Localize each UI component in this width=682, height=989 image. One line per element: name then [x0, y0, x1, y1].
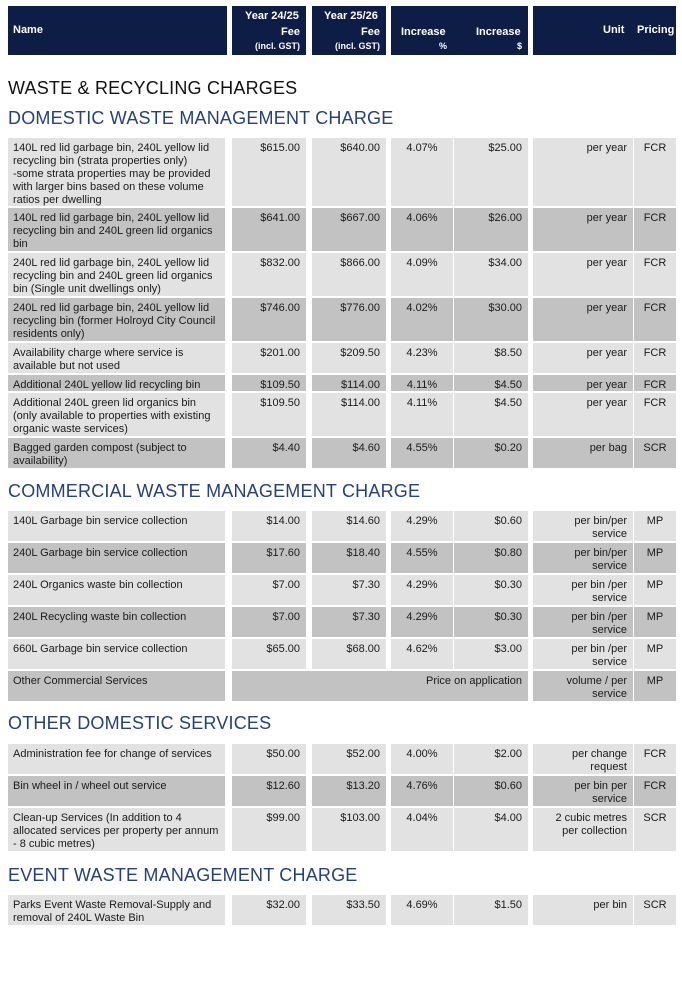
row-unit: per year: [533, 208, 633, 251]
row-fee-2425: $615.00: [232, 138, 306, 206]
row-fee-2526: $776.00: [312, 298, 386, 341]
row-fee-2526: $52.00: [312, 744, 386, 774]
row-fee-2526: $33.50: [312, 895, 386, 925]
row-fee-2425: $12.60: [232, 776, 306, 806]
header-year2-cell: [312, 6, 386, 55]
table-row: [0, 744, 682, 776]
row-increase-dollar: $2.00: [454, 744, 528, 774]
header-year2-title: Year 25/26: [324, 10, 378, 22]
header-year1-gst: (incl. GST): [255, 41, 300, 51]
header-unit-cell: [533, 6, 676, 55]
row-name: 140L red lid garbage bin, 240L yellow lid recycling bin and 240L green lid organics bin: [8, 208, 225, 251]
table-row: [0, 253, 682, 298]
row-pricing: MP: [634, 575, 676, 605]
row-pricing: FCR: [634, 744, 676, 774]
row-name: Additional 240L green lid organics bin (only available to properties with existing organic waste services): [8, 393, 225, 436]
header-increase-pct-unit: %: [439, 41, 448, 51]
row-name: Other Commercial Services: [8, 671, 225, 701]
row-fee-2526: $7.30: [312, 607, 386, 637]
section-title-domestic: DOMESTIC WASTE MANAGEMENT CHARGE: [8, 108, 394, 128]
row-increase-pct: 4.06%: [391, 208, 453, 251]
row-fee-2526: $209.50: [312, 343, 386, 373]
row-fee-2425: $99.00: [232, 808, 306, 851]
row-increase-pct: 4.11%: [391, 375, 453, 391]
row-unit: per year: [533, 253, 633, 296]
row-pricing: FCR: [634, 253, 676, 296]
row-fee-2526: $667.00: [312, 208, 386, 251]
row-increase-pct: 4.55%: [391, 543, 453, 573]
header-year1-title: Year 24/25: [245, 10, 299, 22]
row-increase-dollar: $4.50: [454, 393, 528, 436]
row-unit: per bin: [533, 895, 633, 925]
row-increase-pct: 4.69%: [391, 895, 453, 925]
row-name: 240L Garbage bin service collection: [8, 543, 225, 573]
header-year2-fee: Fee: [361, 26, 380, 38]
row-pricing: FCR: [634, 776, 676, 806]
row-unit: 2 cubic metres per collection: [533, 808, 633, 851]
row-fee-2526: $4.60: [312, 438, 386, 468]
row-name: Administration fee for change of services: [8, 744, 225, 774]
row-increase-pct: 4.04%: [391, 808, 453, 851]
section-title-event: EVENT WASTE MANAGEMENT CHARGE: [8, 865, 358, 885]
row-unit: volume / per service: [533, 671, 633, 701]
row-name: 240L red lid garbage bin, 240L yellow lid recycling bin and 240L green lid organics bin (Single unit dwellings only): [8, 253, 225, 296]
row-pricing: FCR: [634, 343, 676, 373]
table-row: [0, 393, 682, 438]
row-fee-2425: $50.00: [232, 744, 306, 774]
row-unit: per bag: [533, 438, 633, 468]
row-pricing: SCR: [634, 438, 676, 468]
table-row: [0, 298, 682, 343]
row-fee-2425: $746.00: [232, 298, 306, 341]
row-pricing: FCR: [634, 208, 676, 251]
table-row: [0, 343, 682, 375]
row-pricing: SCR: [634, 895, 676, 925]
row-unit: per bin/per service: [533, 543, 633, 573]
row-increase-dollar: $4.00: [454, 808, 528, 851]
row-unit: per bin /per service: [533, 639, 633, 669]
other-domestic-table: [0, 744, 682, 853]
section-title-other-domestic: OTHER DOMESTIC SERVICES: [8, 713, 272, 733]
row-fee-2526: $114.00: [312, 393, 386, 436]
row-fee-2425: $109.50: [232, 375, 306, 391]
row-pricing: MP: [634, 671, 676, 701]
row-name: Additional 240L yellow lid recycling bin: [8, 375, 225, 391]
row-fee-2526: $7.30: [312, 575, 386, 605]
row-increase-pct: 4.11%: [391, 393, 453, 436]
row-name: 140L Garbage bin service collection: [8, 511, 225, 541]
event-table: [0, 895, 682, 927]
row-increase-pct: 4.23%: [391, 343, 453, 373]
table-row: [0, 511, 682, 543]
row-increase-dollar: $0.80: [454, 543, 528, 573]
header-increase-dollar-unit: $: [517, 41, 523, 51]
table-row: [0, 575, 682, 607]
commercial-table: [0, 511, 682, 703]
row-increase-pct: 4.76%: [391, 776, 453, 806]
row-pricing: FCR: [634, 393, 676, 436]
row-pricing: SCR: [634, 808, 676, 851]
table-row: [0, 208, 682, 253]
row-increase-dollar: $0.60: [454, 776, 528, 806]
row-unit: per bin /per service: [533, 607, 633, 637]
row-fee-2425: $641.00: [232, 208, 306, 251]
row-fee-2425: $7.00: [232, 607, 306, 637]
row-pricing: MP: [634, 543, 676, 573]
row-unit: per year: [533, 298, 633, 341]
row-name: 140L red lid garbage bin, 240L yellow lid recycling bin (strata properties only) -some strata properties may be provided with larger bins based on these volume ratios per dwelling: [8, 138, 225, 206]
row-increase-pct: 4.07%: [391, 138, 453, 206]
row-increase-dollar: $3.00: [454, 639, 528, 669]
row-increase-pct: 4.02%: [391, 298, 453, 341]
row-unit: per bin /per service: [533, 575, 633, 605]
row-fee-2526: $114.00: [312, 375, 386, 391]
table-row: [0, 607, 682, 639]
row-fee-2526: $68.00: [312, 639, 386, 669]
row-name: Parks Event Waste Removal-Supply and removal of 240L Waste Bin: [8, 895, 225, 925]
row-increase-dollar: $8.50: [454, 343, 528, 373]
row-fee-2425: $32.00: [232, 895, 306, 925]
row-pricing: FCR: [634, 298, 676, 341]
row-fee-2425: $7.00: [232, 575, 306, 605]
table-row: [0, 375, 682, 393]
header-name: Name: [13, 24, 43, 36]
row-fee-2425: $4.40: [232, 438, 306, 468]
row-fee-2425: $109.50: [232, 393, 306, 436]
table-row: [0, 895, 682, 927]
row-fee-2425: $17.60: [232, 543, 306, 573]
row-unit: per bin/per service: [533, 511, 633, 541]
row-increase-dollar: $30.00: [454, 298, 528, 341]
row-increase-pct: 4.09%: [391, 253, 453, 296]
table-row: [0, 438, 682, 470]
header-unit: Unit: [603, 24, 625, 36]
row-increase-dollar: $1.50: [454, 895, 528, 925]
row-increase-dollar: $26.00: [454, 208, 528, 251]
row-increase-dollar: $0.30: [454, 575, 528, 605]
row-name: Availability charge where service is available but not used: [8, 343, 225, 373]
table-row: [0, 671, 682, 703]
row-increase-pct: 4.29%: [391, 575, 453, 605]
table-row: [0, 808, 682, 853]
header-year1-cell: [232, 6, 306, 55]
row-pricing: FCR: [634, 375, 676, 391]
row-name: 660L Garbage bin service collection: [8, 639, 225, 669]
row-pricing: MP: [634, 607, 676, 637]
row-name: Bagged garden compost (subject to availability): [8, 438, 225, 468]
row-pricing: FCR: [634, 138, 676, 206]
row-fee-2526: $640.00: [312, 138, 386, 206]
row-fee-2425: $832.00: [232, 253, 306, 296]
row-fee-2425: $201.00: [232, 343, 306, 373]
row-name: Clean-up Services (In addition to 4 allocated services per property per annum - 8 cubic metres): [8, 808, 225, 851]
header-increase-dollar: Increase: [476, 26, 521, 38]
row-increase-dollar: $0.30: [454, 607, 528, 637]
row-unit: per year: [533, 138, 633, 206]
domestic-table: [0, 138, 682, 470]
header-year2-gst: (incl. GST): [335, 41, 380, 51]
row-name: 240L Organics waste bin collection: [8, 575, 225, 605]
table-row: [0, 138, 682, 208]
row-increase-pct: 4.29%: [391, 607, 453, 637]
row-name: 240L Recycling waste bin collection: [8, 607, 225, 637]
header-year1-fee: Fee: [281, 26, 300, 38]
row-unit: per year: [533, 393, 633, 436]
header-increase-pct: Increase: [401, 26, 446, 38]
row-price-on-application: Price on application: [232, 671, 528, 701]
row-increase-dollar: $0.20: [454, 438, 528, 468]
row-unit: per year: [533, 375, 633, 391]
table-row: [0, 639, 682, 671]
row-pricing: MP: [634, 511, 676, 541]
table-row: [0, 543, 682, 575]
header-pricing: Pricing: [637, 24, 675, 36]
row-increase-dollar: $4.50: [454, 375, 528, 391]
row-unit: per change request: [533, 744, 633, 774]
table-row: [0, 776, 682, 808]
row-increase-pct: 4.29%: [391, 511, 453, 541]
row-name: Bin wheel in / wheel out service: [8, 776, 225, 806]
table-header: [0, 0, 682, 56]
row-increase-pct: 4.55%: [391, 438, 453, 468]
row-fee-2526: $103.00: [312, 808, 386, 851]
row-increase-dollar: $34.00: [454, 253, 528, 296]
row-increase-pct: 4.62%: [391, 639, 453, 669]
row-unit: per year: [533, 343, 633, 373]
row-unit: per bin per service: [533, 776, 633, 806]
row-fee-2425: $65.00: [232, 639, 306, 669]
row-fee-2526: $18.40: [312, 543, 386, 573]
row-fee-2526: $14.60: [312, 511, 386, 541]
row-pricing: MP: [634, 639, 676, 669]
section-title-commercial: COMMERCIAL WASTE MANAGEMENT CHARGE: [8, 481, 421, 501]
header-name-cell: [8, 6, 227, 55]
row-fee-2526: $866.00: [312, 253, 386, 296]
header-increase-cell: [391, 6, 528, 55]
row-increase-dollar: $0.60: [454, 511, 528, 541]
row-increase-pct: 4.00%: [391, 744, 453, 774]
row-increase-dollar: $25.00: [454, 138, 528, 206]
row-fee-2526: $13.20: [312, 776, 386, 806]
row-name: 240L red lid garbage bin, 240L yellow lid recycling bin (former Holroyd City Council residents only): [8, 298, 225, 341]
row-fee-2425: $14.00: [232, 511, 306, 541]
page-title: WASTE & RECYCLING CHARGES: [8, 78, 298, 98]
